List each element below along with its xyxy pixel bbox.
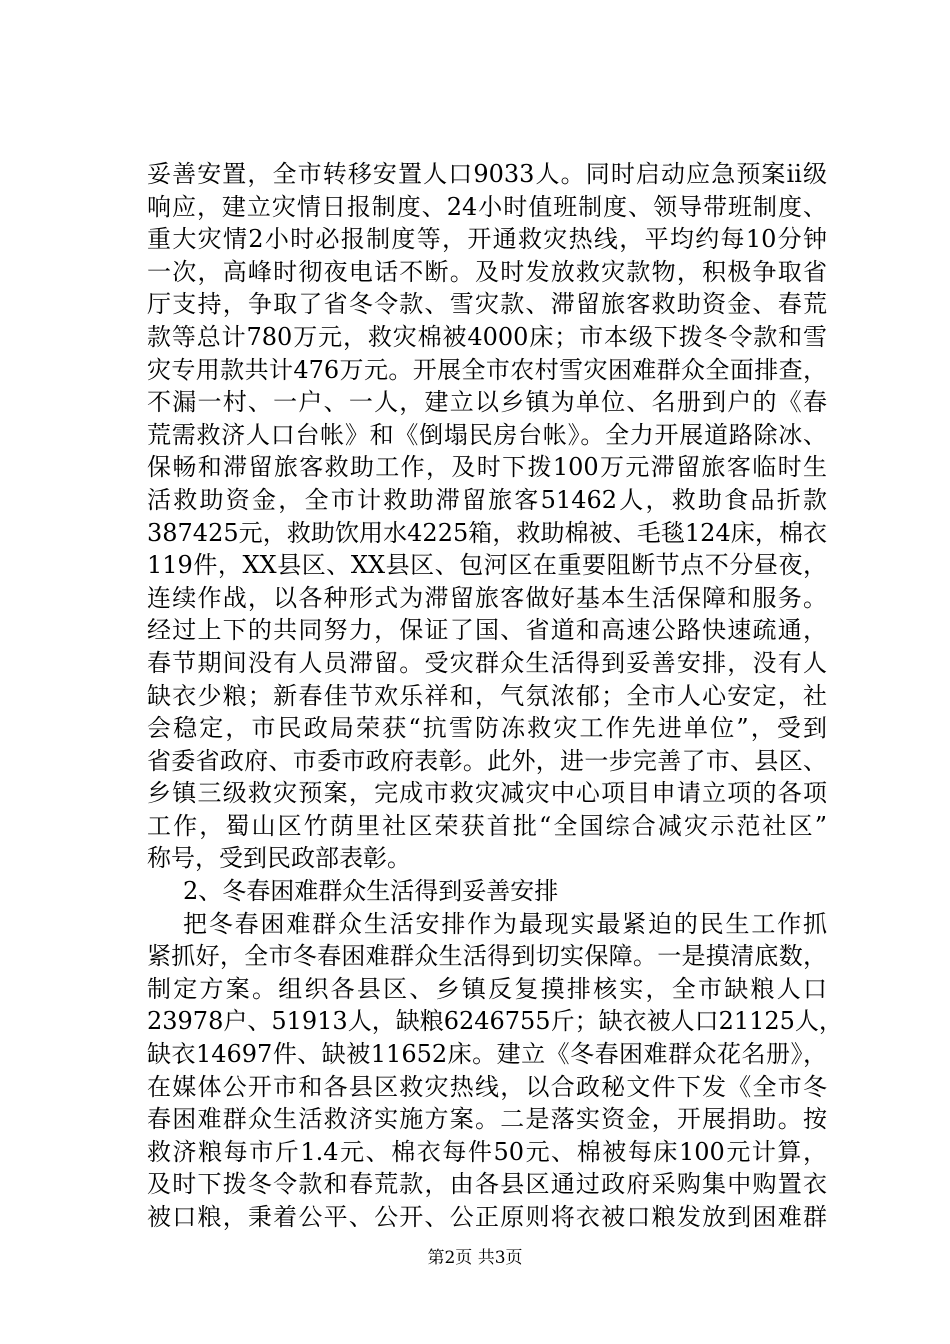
text-line: 妥善安置，全市转移安置人口9033人。同时启动应急预案ii级 (147, 160, 827, 188)
text-line: 经过上下的共同努力，保证了国、省道和高速公路快速疏通， (147, 616, 827, 645)
text-line: 工作，蜀山区竹荫里社区荣获首批“全国综合减灾示范社区” (147, 811, 827, 840)
text-line: 厅支持，争取了省冬令款、雪灾款、滞留旅客救助资金、春荒 (147, 290, 827, 319)
text-line: 省委省政府、市委市政府表彰。此外，进一步完善了市、县区、 (147, 746, 827, 775)
text-line: 把冬春困难群众生活安排作为最现实最紧迫的民生工作抓 (183, 909, 827, 938)
document-body (147, 158, 843, 1234)
text-line: 387425元，救助饮用水4225箱，救助棉被、毛毯124床，棉衣 (147, 518, 827, 547)
text-line: 被口粮，秉着公平、公开、公正原则将衣被口粮发放到困难群 (147, 1203, 827, 1231)
page-number-footer: 第2页 共3页 (427, 1248, 523, 1268)
text-line: 保畅和滞留旅客救助工作，及时下拨100万元滞留旅客临时生 (147, 453, 827, 482)
text-line: 款等总计780万元，救灾棉被4000床；市本级下拨冬令款和雪 (147, 322, 827, 351)
text-line: 乡镇三级救灾预案，完成市救灾减灾中心项目申请立项的各项 (147, 779, 827, 808)
text-line: 重大灾情2小时必报制度等，开通救灾热线，平均约每10分钟 (147, 225, 827, 254)
text-line: 缺衣14697件、缺被11652床。建立《冬春困难群众花名册》， (147, 1040, 827, 1069)
text-line: 缺衣少粮；新春佳节欢乐祥和，气氛浓郁；全市人心安定，社 (147, 681, 827, 710)
paragraph-1 (147, 158, 827, 875)
text-line: 在媒体公开市和各县区救灾热线，以合政秘文件下发《全市冬 (147, 1072, 827, 1101)
text-line: 活救助资金，全市计救助滞留旅客51462人，救助食品折款 (147, 485, 827, 514)
text-line: 119件，XX县区、XX县区、包河区在重要阻断节点不分昼夜， (147, 551, 827, 580)
text-line: 23978户、51913人，缺粮6246755斤；缺衣被人口21125人， (147, 1007, 843, 1036)
text-line: 连续作战，以各种形式为滞留旅客做好基本生活保障和服务。 (147, 583, 827, 612)
text-line: 称号，受到民政部表彰。 (147, 844, 411, 873)
text-line: 紧抓好，全市冬春困难群众生活得到切实保障。一是摸清底数， (147, 942, 827, 971)
text-line: 及时下拨冬令款和春荒款，由各县区通过政府采购集中购置衣 (147, 1170, 827, 1199)
text-line: 会稳定，市民政局荣获“抗雪防冻救灾工作先进单位”，受到 (147, 714, 827, 743)
text-line: 春困难群众生活救济实施方案。二是落实资金，开展捐助。按 (147, 1105, 827, 1134)
text-line: 一次，高峰时彻夜电话不断。及时发放救灾款物，积极争取省 (147, 257, 827, 286)
paragraph-2 (147, 908, 843, 1234)
text-line: 响应，建立灾情日报制度、24小时值班制度、领导带班制度、 (147, 192, 827, 221)
text-line: 不漏一村、一户、一人，建立以乡镇为单位、名册到户的《春 (147, 388, 827, 417)
text-line: 制定方案。组织各县区、乡镇反复摸排核实，全市缺粮人口 (147, 974, 827, 1003)
section-heading: 2、冬春困难群众生活得到妥善安排 (183, 877, 559, 906)
text-line: 春节期间没有人员滞留。受灾群众生活得到妥善安排，没有人 (147, 648, 827, 677)
text-line: 荒需救济人口台帐》和《倒塌民房台帐》。全力开展道路除冰、 (147, 420, 827, 449)
text-line: 灾专用款共计476万元。开展全市农村雪灾困难群众全面排查， (147, 355, 827, 384)
text-line: 救济粮每市斤1.4元、棉衣每件50元、棉被每床100元计算， (147, 1137, 827, 1166)
